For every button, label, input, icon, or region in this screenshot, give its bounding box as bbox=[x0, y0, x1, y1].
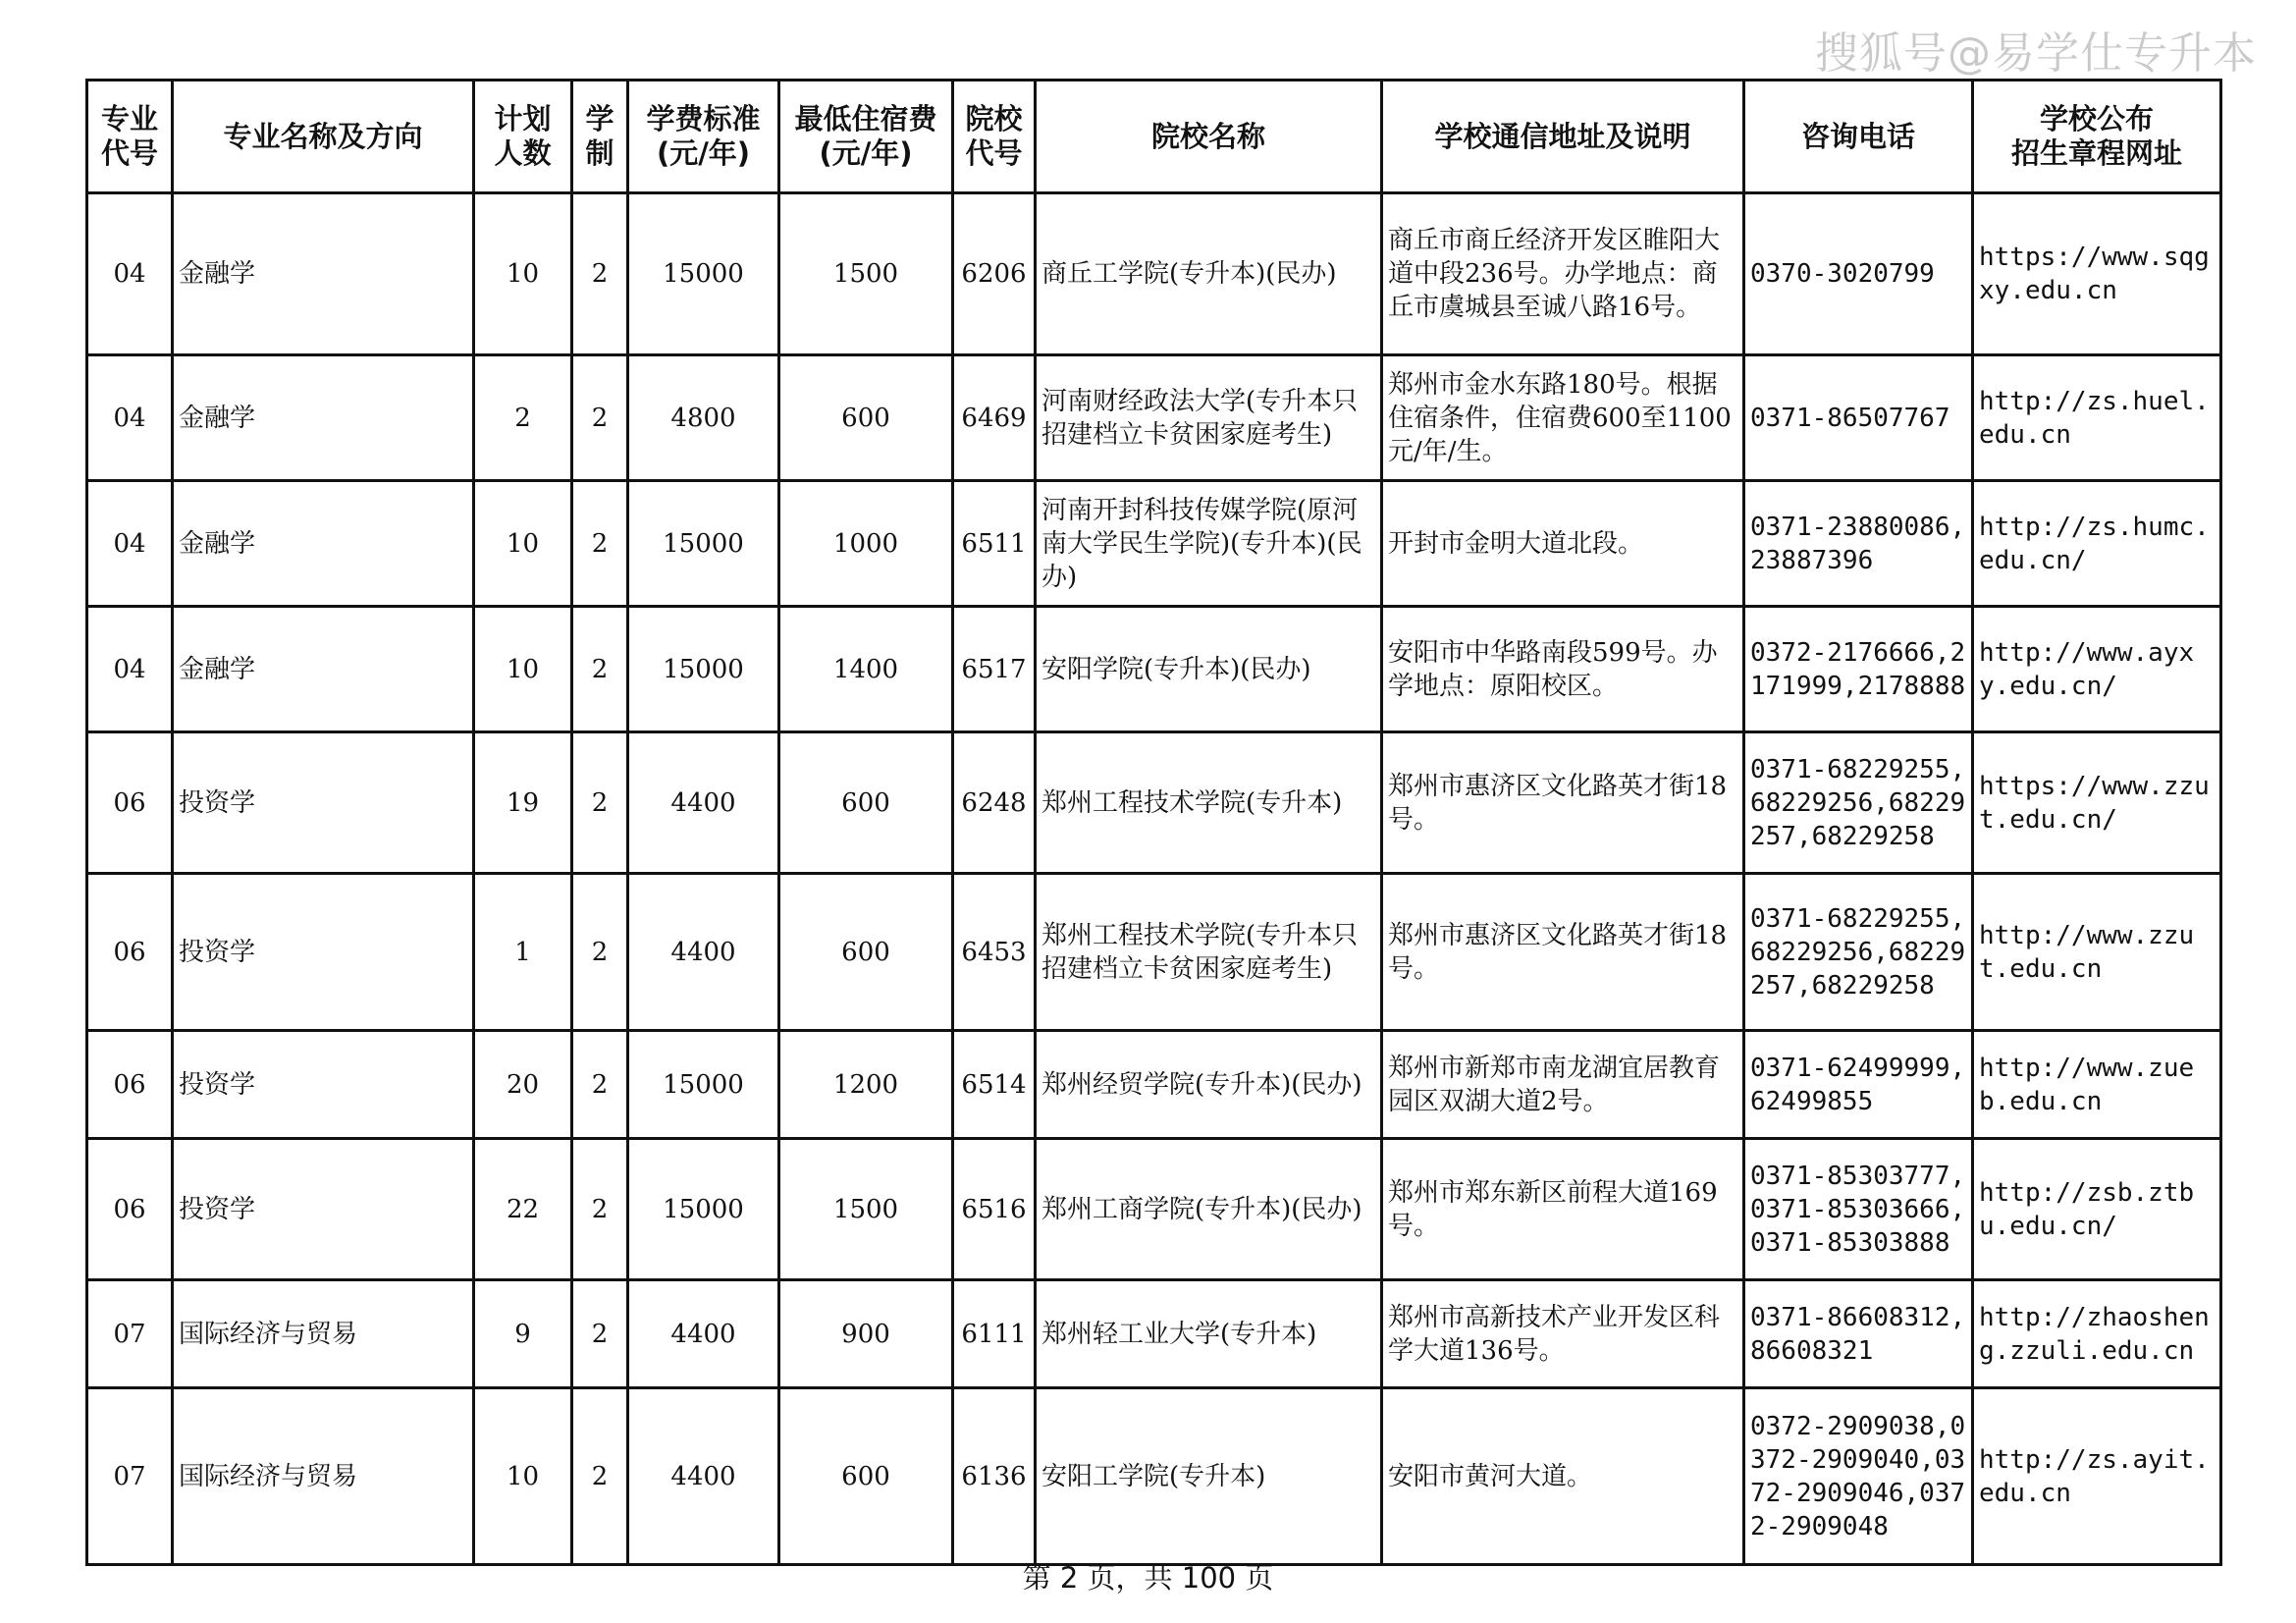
dorm-fee-cell: 600 bbox=[779, 732, 953, 874]
major-code-cell: 04 bbox=[87, 607, 173, 732]
header-address: 学校通信地址及说明 bbox=[1382, 81, 1744, 193]
address-cell: 郑州市金水东路180号。根据住宿条件，住宿费600至1100元/年/生。 bbox=[1382, 355, 1744, 481]
phone-cell: 0370-3020799 bbox=[1744, 193, 1973, 355]
phone-cell: 0371-86507767 bbox=[1744, 355, 1973, 481]
watermark: 搜狐号@易学仕专升本 bbox=[1815, 28, 2257, 79]
dorm-fee-cell: 1500 bbox=[779, 193, 953, 355]
address-cell: 郑州市新郑市南龙湖宜居教育园区双湖大道2号。 bbox=[1382, 1031, 1744, 1139]
duration-cell: 2 bbox=[572, 607, 628, 732]
major-name-cell: 金融学 bbox=[173, 193, 474, 355]
tuition-cell: 4400 bbox=[628, 1280, 779, 1388]
tuition-cell: 4400 bbox=[628, 732, 779, 874]
dorm-fee-cell: 600 bbox=[779, 355, 953, 481]
duration-cell: 2 bbox=[572, 193, 628, 355]
school-name-cell: 郑州工程技术学院(专升本) bbox=[1036, 732, 1382, 874]
duration-cell: 2 bbox=[572, 1280, 628, 1388]
header-duration: 学 制 bbox=[572, 81, 628, 193]
major-name-cell: 金融学 bbox=[173, 481, 474, 607]
address-cell: 郑州市高新技术产业开发区科学大道136号。 bbox=[1382, 1280, 1744, 1388]
major-name-cell: 投资学 bbox=[173, 1031, 474, 1139]
phone-cell: 0371-86608312,86608321 bbox=[1744, 1280, 1973, 1388]
school-name-cell: 商丘工学院(专升本)(民办) bbox=[1036, 193, 1382, 355]
plan-count-cell: 1 bbox=[474, 874, 572, 1031]
table-row bbox=[87, 1388, 2221, 1565]
duration-cell: 2 bbox=[572, 1031, 628, 1139]
major-name-cell: 投资学 bbox=[173, 1139, 474, 1280]
major-code-cell: 04 bbox=[87, 193, 173, 355]
plan-count-cell: 20 bbox=[474, 1031, 572, 1139]
school-name-cell: 郑州工商学院(专升本)(民办) bbox=[1036, 1139, 1382, 1280]
school-code-cell: 6136 bbox=[953, 1388, 1036, 1565]
dorm-fee-cell: 1500 bbox=[779, 1139, 953, 1280]
major-code-cell: 06 bbox=[87, 874, 173, 1031]
website-link[interactable]: https://www.sqgxy.edu.cn bbox=[1973, 193, 2221, 355]
table-row bbox=[87, 874, 2221, 1031]
address-cell: 安阳市黄河大道。 bbox=[1382, 1388, 1744, 1565]
table-row bbox=[87, 1139, 2221, 1280]
plan-count-cell: 10 bbox=[474, 481, 572, 607]
address-cell: 郑州市惠济区文化路英才街18号。 bbox=[1382, 732, 1744, 874]
header-website: 学校公布 招生章程网址 bbox=[1973, 81, 2221, 193]
plan-count-cell: 19 bbox=[474, 732, 572, 874]
tuition-cell: 4800 bbox=[628, 355, 779, 481]
school-name-cell: 郑州工程技术学院(专升本只招建档立卡贫困家庭考生) bbox=[1036, 874, 1382, 1031]
address-cell: 开封市金明大道北段。 bbox=[1382, 481, 1744, 607]
major-name-cell: 金融学 bbox=[173, 607, 474, 732]
school-code-cell: 6514 bbox=[953, 1031, 1036, 1139]
major-name-cell: 投资学 bbox=[173, 874, 474, 1031]
major-name-cell: 投资学 bbox=[173, 732, 474, 874]
major-name-cell: 金融学 bbox=[173, 355, 474, 481]
plan-count-cell: 10 bbox=[474, 607, 572, 732]
website-link[interactable]: http://zs.huel.edu.cn bbox=[1973, 355, 2221, 481]
table-row bbox=[87, 481, 2221, 607]
school-code-cell: 6206 bbox=[953, 193, 1036, 355]
table-row bbox=[87, 355, 2221, 481]
website-link[interactable]: http://www.zueb.edu.cn bbox=[1973, 1031, 2221, 1139]
dorm-fee-cell: 900 bbox=[779, 1280, 953, 1388]
duration-cell: 2 bbox=[572, 1139, 628, 1280]
school-name-cell: 河南财经政法大学(专升本只招建档立卡贫困家庭考生) bbox=[1036, 355, 1382, 481]
table-row bbox=[87, 1031, 2221, 1139]
school-code-cell: 6517 bbox=[953, 607, 1036, 732]
phone-cell: 0372-2909038,0372-2909040,0372-2909046,0372-2909048 bbox=[1744, 1388, 1973, 1565]
page-footer: 第 2 页，共 100 页 bbox=[1022, 1561, 1274, 1595]
school-code-cell: 6111 bbox=[953, 1280, 1036, 1388]
major-code-cell: 06 bbox=[87, 732, 173, 874]
website-link[interactable]: http://zs.ayit.edu.cn bbox=[1973, 1388, 2221, 1565]
admissions-table bbox=[85, 79, 2222, 1566]
website-link[interactable]: https://www.zzut.edu.cn/ bbox=[1973, 732, 2221, 874]
header-row bbox=[87, 81, 2221, 193]
phone-cell: 0371-62499999,62499855 bbox=[1744, 1031, 1973, 1139]
header-school-code: 院校 代号 bbox=[953, 81, 1036, 193]
dorm-fee-cell: 1400 bbox=[779, 607, 953, 732]
dorm-fee-cell: 1200 bbox=[779, 1031, 953, 1139]
major-code-cell: 04 bbox=[87, 355, 173, 481]
duration-cell: 2 bbox=[572, 1388, 628, 1565]
header-major-code: 专业 代号 bbox=[87, 81, 173, 193]
plan-count-cell: 22 bbox=[474, 1139, 572, 1280]
website-link[interactable]: http://zhaosheng.zzuli.edu.cn bbox=[1973, 1280, 2221, 1388]
address-cell: 郑州市郑东新区前程大道169号。 bbox=[1382, 1139, 1744, 1280]
table-row bbox=[87, 1280, 2221, 1388]
tuition-cell: 15000 bbox=[628, 481, 779, 607]
duration-cell: 2 bbox=[572, 732, 628, 874]
major-code-cell: 07 bbox=[87, 1280, 173, 1388]
plan-count-cell: 9 bbox=[474, 1280, 572, 1388]
header-school-name: 院校名称 bbox=[1036, 81, 1382, 193]
major-code-cell: 04 bbox=[87, 481, 173, 607]
address-cell: 商丘市商丘经济开发区睢阳大道中段236号。办学地点：商丘市虞城县至诚八路16号。 bbox=[1382, 193, 1744, 355]
address-cell: 郑州市惠济区文化路英才街18号。 bbox=[1382, 874, 1744, 1031]
header-tuition: 学费标准 (元/年) bbox=[628, 81, 779, 193]
tuition-cell: 15000 bbox=[628, 1031, 779, 1139]
dorm-fee-cell: 600 bbox=[779, 1388, 953, 1565]
tuition-cell: 15000 bbox=[628, 193, 779, 355]
dorm-fee-cell: 600 bbox=[779, 874, 953, 1031]
website-link[interactable]: http://zsb.ztbu.edu.cn/ bbox=[1973, 1139, 2221, 1280]
school-code-cell: 6453 bbox=[953, 874, 1036, 1031]
school-name-cell: 安阳工学院(专升本) bbox=[1036, 1388, 1382, 1565]
school-name-cell: 安阳学院(专升本)(民办) bbox=[1036, 607, 1382, 732]
phone-cell: 0371-85303777,0371-85303666,0371-85303888 bbox=[1744, 1139, 1973, 1280]
major-code-cell: 06 bbox=[87, 1139, 173, 1280]
website-link[interactable]: http://www.ayxy.edu.cn/ bbox=[1973, 607, 2221, 732]
school-code-cell: 6516 bbox=[953, 1139, 1036, 1280]
tuition-cell: 4400 bbox=[628, 1388, 779, 1565]
duration-cell: 2 bbox=[572, 874, 628, 1031]
plan-count-cell: 10 bbox=[474, 193, 572, 355]
table-row bbox=[87, 607, 2221, 732]
major-name-cell: 国际经济与贸易 bbox=[173, 1388, 474, 1565]
school-code-cell: 6469 bbox=[953, 355, 1036, 481]
plan-count-cell: 10 bbox=[474, 1388, 572, 1565]
duration-cell: 2 bbox=[572, 355, 628, 481]
address-cell: 安阳市中华路南段599号。办学地点：原阳校区。 bbox=[1382, 607, 1744, 732]
header-phone: 咨询电话 bbox=[1744, 81, 1973, 193]
school-name-cell: 河南开封科技传媒学院(原河南大学民生学院)(专升本)(民办) bbox=[1036, 481, 1382, 607]
header-dorm-fee: 最低住宿费 (元/年) bbox=[779, 81, 953, 193]
phone-cell: 0371-68229255,68229256,68229257,68229258 bbox=[1744, 732, 1973, 874]
phone-cell: 0371-23880086,23887396 bbox=[1744, 481, 1973, 607]
school-name-cell: 郑州经贸学院(专升本)(民办) bbox=[1036, 1031, 1382, 1139]
tuition-cell: 4400 bbox=[628, 874, 779, 1031]
major-name-cell: 国际经济与贸易 bbox=[173, 1280, 474, 1388]
tuition-cell: 15000 bbox=[628, 607, 779, 732]
school-name-cell: 郑州轻工业大学(专升本) bbox=[1036, 1280, 1382, 1388]
school-code-cell: 6248 bbox=[953, 732, 1036, 874]
school-code-cell: 6511 bbox=[953, 481, 1036, 607]
phone-cell: 0372-2176666,2171999,2178888 bbox=[1744, 607, 1973, 732]
dorm-fee-cell: 1000 bbox=[779, 481, 953, 607]
tuition-cell: 15000 bbox=[628, 1139, 779, 1280]
table-row bbox=[87, 193, 2221, 355]
plan-count-cell: 2 bbox=[474, 355, 572, 481]
website-link[interactable]: http://zs.humc.edu.cn/ bbox=[1973, 481, 2221, 607]
major-code-cell: 07 bbox=[87, 1388, 173, 1565]
table-row bbox=[87, 732, 2221, 874]
website-link[interactable]: http://www.zzut.edu.cn bbox=[1973, 874, 2221, 1031]
duration-cell: 2 bbox=[572, 481, 628, 607]
major-code-cell: 06 bbox=[87, 1031, 173, 1139]
header-plan-count: 计划 人数 bbox=[474, 81, 572, 193]
header-major-name: 专业名称及方向 bbox=[173, 81, 474, 193]
phone-cell: 0371-68229255,68229256,68229257,68229258 bbox=[1744, 874, 1973, 1031]
